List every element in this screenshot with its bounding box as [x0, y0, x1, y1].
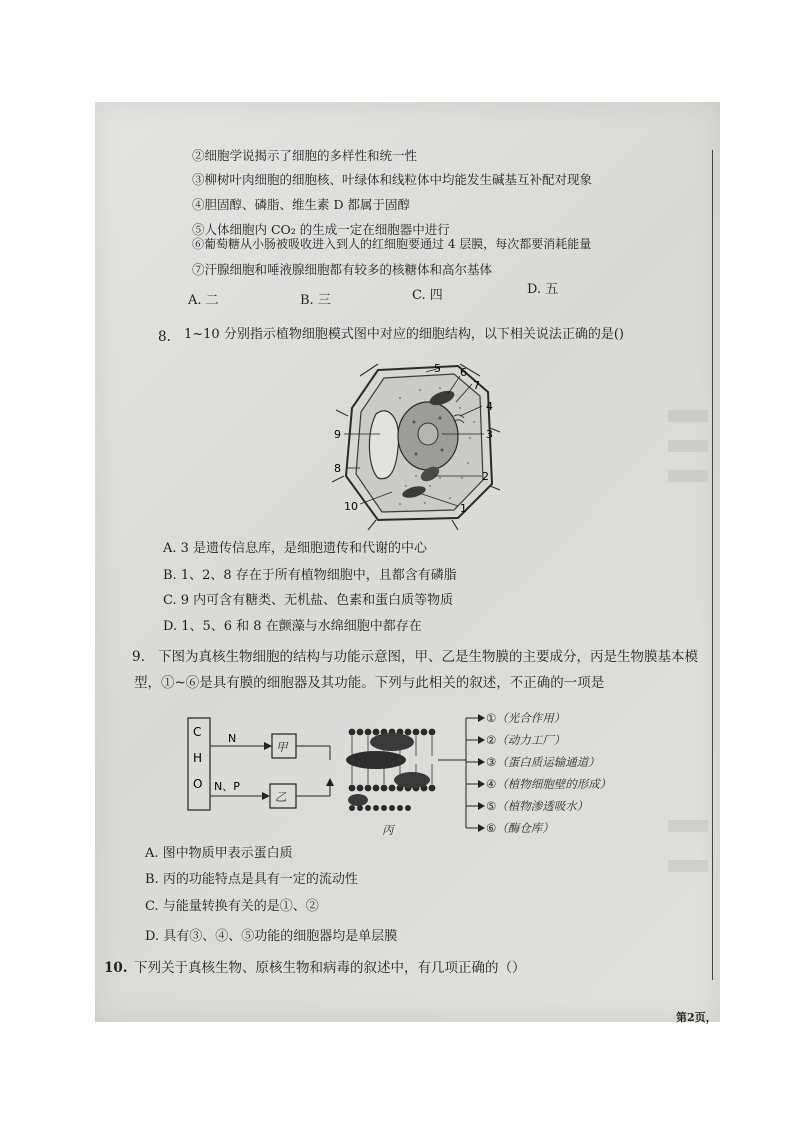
- q9-number: 9.: [132, 649, 145, 665]
- q9-option-c: C. 与能量转换有关的是①、②: [145, 899, 319, 914]
- bleed-mark: [668, 470, 708, 482]
- function-1: ①（光合作用）: [486, 711, 566, 725]
- bleed-mark: [668, 410, 708, 422]
- bing-label: 丙: [382, 823, 394, 837]
- cell-label-10: 10: [344, 500, 358, 513]
- yi-label: 乙: [275, 790, 287, 804]
- q8-option-b: B. 1、2、8 存在于所有植物细胞中，且都含有磷脂: [163, 568, 457, 583]
- q8-option-c: C. 9 内可含有糖类、无机盐、色素和蛋白质等物质: [163, 593, 454, 608]
- prev-item: ⑤人体细胞内 CO₂ 的生成一定在细胞器中进行: [192, 222, 450, 237]
- function-2: ②（动力工厂）: [486, 733, 566, 747]
- q10-stem: 下列关于真核生物、原核生物和病毒的叙述中，有几项正确的（）: [134, 960, 526, 976]
- prev-item: ⑥葡萄糖从小肠被吸收进入到人的红细胞要通过 4 层膜，每次都要消耗能量: [192, 237, 592, 251]
- function-6: ⑥（酶仓库）: [486, 821, 554, 835]
- element-h: H: [193, 751, 203, 765]
- arrow-n-label: N: [228, 732, 237, 745]
- cell-label-5: 5: [434, 362, 441, 375]
- element-c: C: [193, 725, 202, 739]
- prev-option-c: C. 四: [412, 288, 443, 303]
- cell-label-1: 1: [460, 502, 467, 515]
- jia-label: 甲: [276, 740, 288, 754]
- arrow-np-label: N、P: [214, 780, 240, 793]
- q9-option-b: B. 丙的功能特点是具有一定的流动性: [145, 872, 358, 887]
- prev-item: ③柳树叶肉细胞的细胞核、叶绿体和线粒体中均能发生碱基互补配对现象: [192, 172, 593, 187]
- bleed-mark: [668, 820, 708, 832]
- cell-label-3: 3: [486, 428, 493, 441]
- q8-option-a: A. 3 是遗传信息库，是细胞遗传和代谢的中心: [163, 541, 428, 556]
- prev-item: ②细胞学说揭示了细胞的多样性和统一性: [192, 148, 418, 163]
- q9-option-a: A. 图中物质甲表示蛋白质: [145, 846, 293, 861]
- prev-option-d: D. 五: [527, 282, 559, 297]
- cell-label-2: 2: [482, 470, 489, 483]
- q9-stem-line1: 下图为真核生物细胞的结构与功能示意图，甲、乙是生物膜的主要成分，丙是生物膜基本模: [158, 649, 698, 665]
- plant-cell-diagram: [330, 358, 500, 533]
- prev-item: ④胆固醇、磷脂、维生素 D 都属于固醇: [192, 197, 410, 212]
- cell-label-9: 9: [334, 428, 341, 441]
- cell-label-8: 8: [334, 462, 341, 475]
- element-o: O: [193, 777, 203, 791]
- cell-label-4: 4: [486, 400, 493, 413]
- margin-rule: [712, 150, 713, 980]
- membrane-model: [346, 729, 435, 811]
- q8-option-d: D. 1、5、6 和 8 在颤藻与水绵细胞中都存在: [163, 619, 422, 634]
- prev-option-a: A. 二: [188, 293, 219, 308]
- bleed-mark: [668, 860, 708, 872]
- prev-option-b: B. 三: [300, 293, 331, 308]
- function-5: ⑤（植物渗透吸水）: [486, 799, 589, 813]
- function-3: ③（蛋白质运输通道）: [486, 755, 600, 769]
- q8-number: 8.: [158, 329, 171, 345]
- function-4: ④（植物细胞壁的形成）: [486, 777, 612, 791]
- q9-option-d: D. 具有③、④、⑤功能的细胞器均是单层膜: [145, 929, 398, 944]
- cell-label-7: 7: [473, 379, 480, 392]
- cell-label-6: 6: [460, 366, 467, 379]
- prev-item: ⑦汗腺细胞和唾液腺细胞都有较多的核糖体和高尔基体: [192, 262, 493, 277]
- q10-number: 10.: [104, 960, 128, 976]
- q8-stem: 1~10 分别指示植物细胞模式图中对应的细胞结构，以下相关说法正确的是(): [184, 327, 624, 342]
- page-number: 第2页，: [676, 1011, 717, 1024]
- bleed-mark: [668, 440, 708, 452]
- q9-stem-line2: 型，①~⑥是具有膜的细胞器及其功能。下列与此相关的叙述，不正确的一项是: [134, 675, 605, 691]
- membrane-function-diagram: [180, 706, 620, 841]
